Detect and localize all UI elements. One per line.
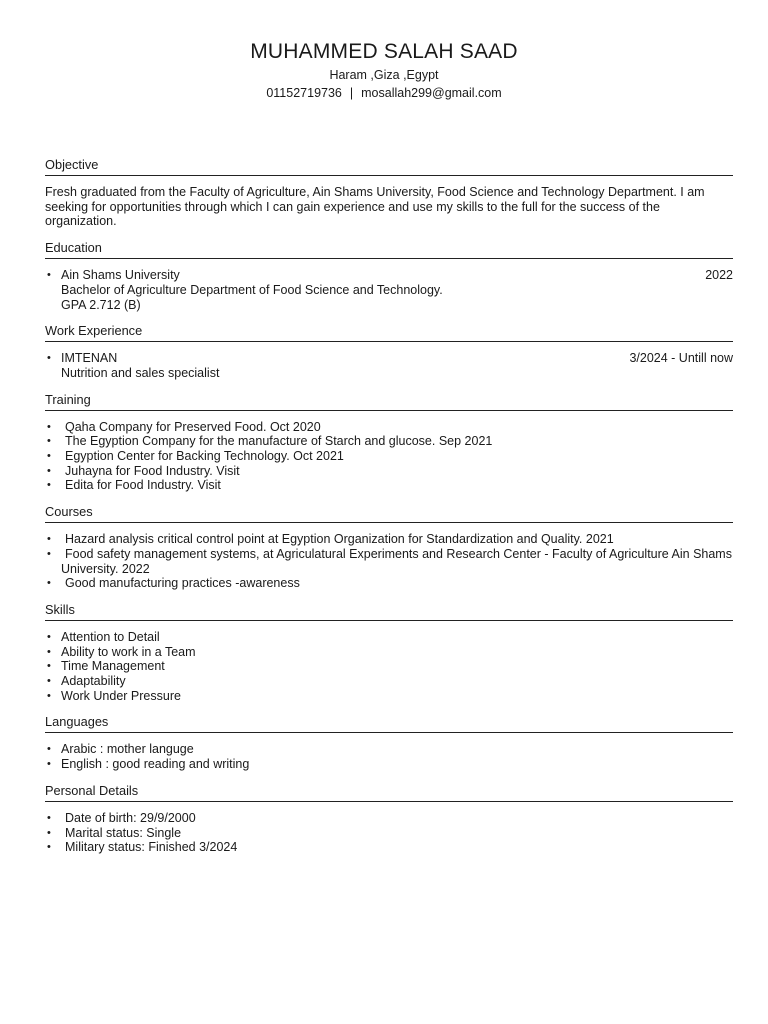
work-section: [45, 322, 733, 380]
work-entry: [45, 351, 733, 380]
list-item: • Edita for Food Industry. Visit: [45, 478, 733, 493]
training-section: [45, 391, 733, 494]
contact-line: [0, 84, 768, 102]
list-item: • Time Management: [45, 659, 733, 674]
school-name: • Ain Shams University: [61, 268, 180, 283]
list-item: • Attention to Detail: [45, 630, 733, 645]
section-title-languages: Languages: [45, 713, 733, 733]
languages-list: [45, 742, 733, 771]
candidate-name: MUHAMMED SALAH SAAD: [250, 40, 518, 63]
section-title-training: Training: [45, 391, 733, 411]
contact-separator: |: [349, 86, 354, 100]
section-title-skills: Skills: [45, 601, 733, 621]
section-title-work: Work Experience: [45, 322, 733, 342]
education-list: [45, 268, 733, 312]
section-title-courses: Courses: [45, 503, 733, 523]
skills-section: [45, 601, 733, 704]
company-name: • IMTENAN: [61, 351, 118, 366]
email-address: mosallah299@gmail.com: [361, 86, 502, 100]
objective-text: Fresh graduated from the Faculty of Agriculture, Ain Shams University, Food Science and Technology Department. I am seeking for opportunities through which I can gain experience and use my skills to the full for the success of the organization.: [45, 185, 705, 229]
list-item: • Qaha Company for Preserved Food. Oct 2020: [45, 420, 733, 435]
list-item: • Hazard analysis critical control point at Egyption Organization for Standardization and Quality. 2021: [45, 532, 733, 547]
list-item: • Adaptability: [45, 674, 733, 689]
list-item: • Good manufacturing practices -awareness: [45, 576, 733, 591]
resume-body: [45, 156, 733, 865]
courses-section: [45, 503, 733, 591]
section-title-personal: Personal Details: [45, 782, 733, 802]
list-item: • English : good reading and writing: [45, 757, 733, 772]
job-role: Nutrition and sales specialist: [61, 365, 220, 380]
list-item: • Military status: Finished 3/2024: [45, 840, 733, 855]
resume-header: [0, 38, 768, 102]
list-item: • Date of birth: 29/9/2000: [45, 811, 733, 826]
candidate-address: Haram ,Giza ,Egypt: [329, 68, 439, 82]
degree-text: Bachelor of Agriculture Department of Food Science and Technology.: [61, 282, 443, 297]
list-item: • Juhayna for Food Industry. Visit: [45, 464, 733, 479]
section-title-objective: Objective: [45, 156, 733, 176]
list-item: • Work Under Pressure: [45, 689, 733, 704]
training-list: [45, 420, 733, 494]
work-list: [45, 351, 733, 380]
languages-section: [45, 713, 733, 771]
objective-section: [45, 156, 733, 229]
section-title-education: Education: [45, 239, 733, 259]
list-item: • Arabic : mother languge: [45, 742, 733, 757]
personal-section: [45, 782, 733, 855]
gpa-text: GPA 2.712 (B): [61, 297, 141, 312]
skills-list: [45, 630, 733, 704]
education-entry: [45, 268, 733, 312]
graduation-year: 2022: [705, 268, 733, 283]
work-dates: 3/2024 - Untill now: [629, 351, 733, 366]
list-item: • Ability to work in a Team: [45, 645, 733, 660]
personal-list: [45, 811, 733, 855]
education-section: [45, 239, 733, 312]
list-item: • Egyption Center for Backing Technology. Oct 2021: [45, 449, 733, 464]
list-item: • Food safety management systems, at Agriculatural Experiments and Research Center - Faculty of Agriculture Ain Shams University. 2022: [45, 547, 733, 576]
phone-number: 01152719736: [266, 86, 342, 100]
list-item: • Marital status: Single: [45, 826, 733, 841]
courses-list: [45, 532, 733, 591]
list-item: • The Egyption Company for the manufacture of Starch and glucose. Sep 2021: [45, 434, 733, 449]
